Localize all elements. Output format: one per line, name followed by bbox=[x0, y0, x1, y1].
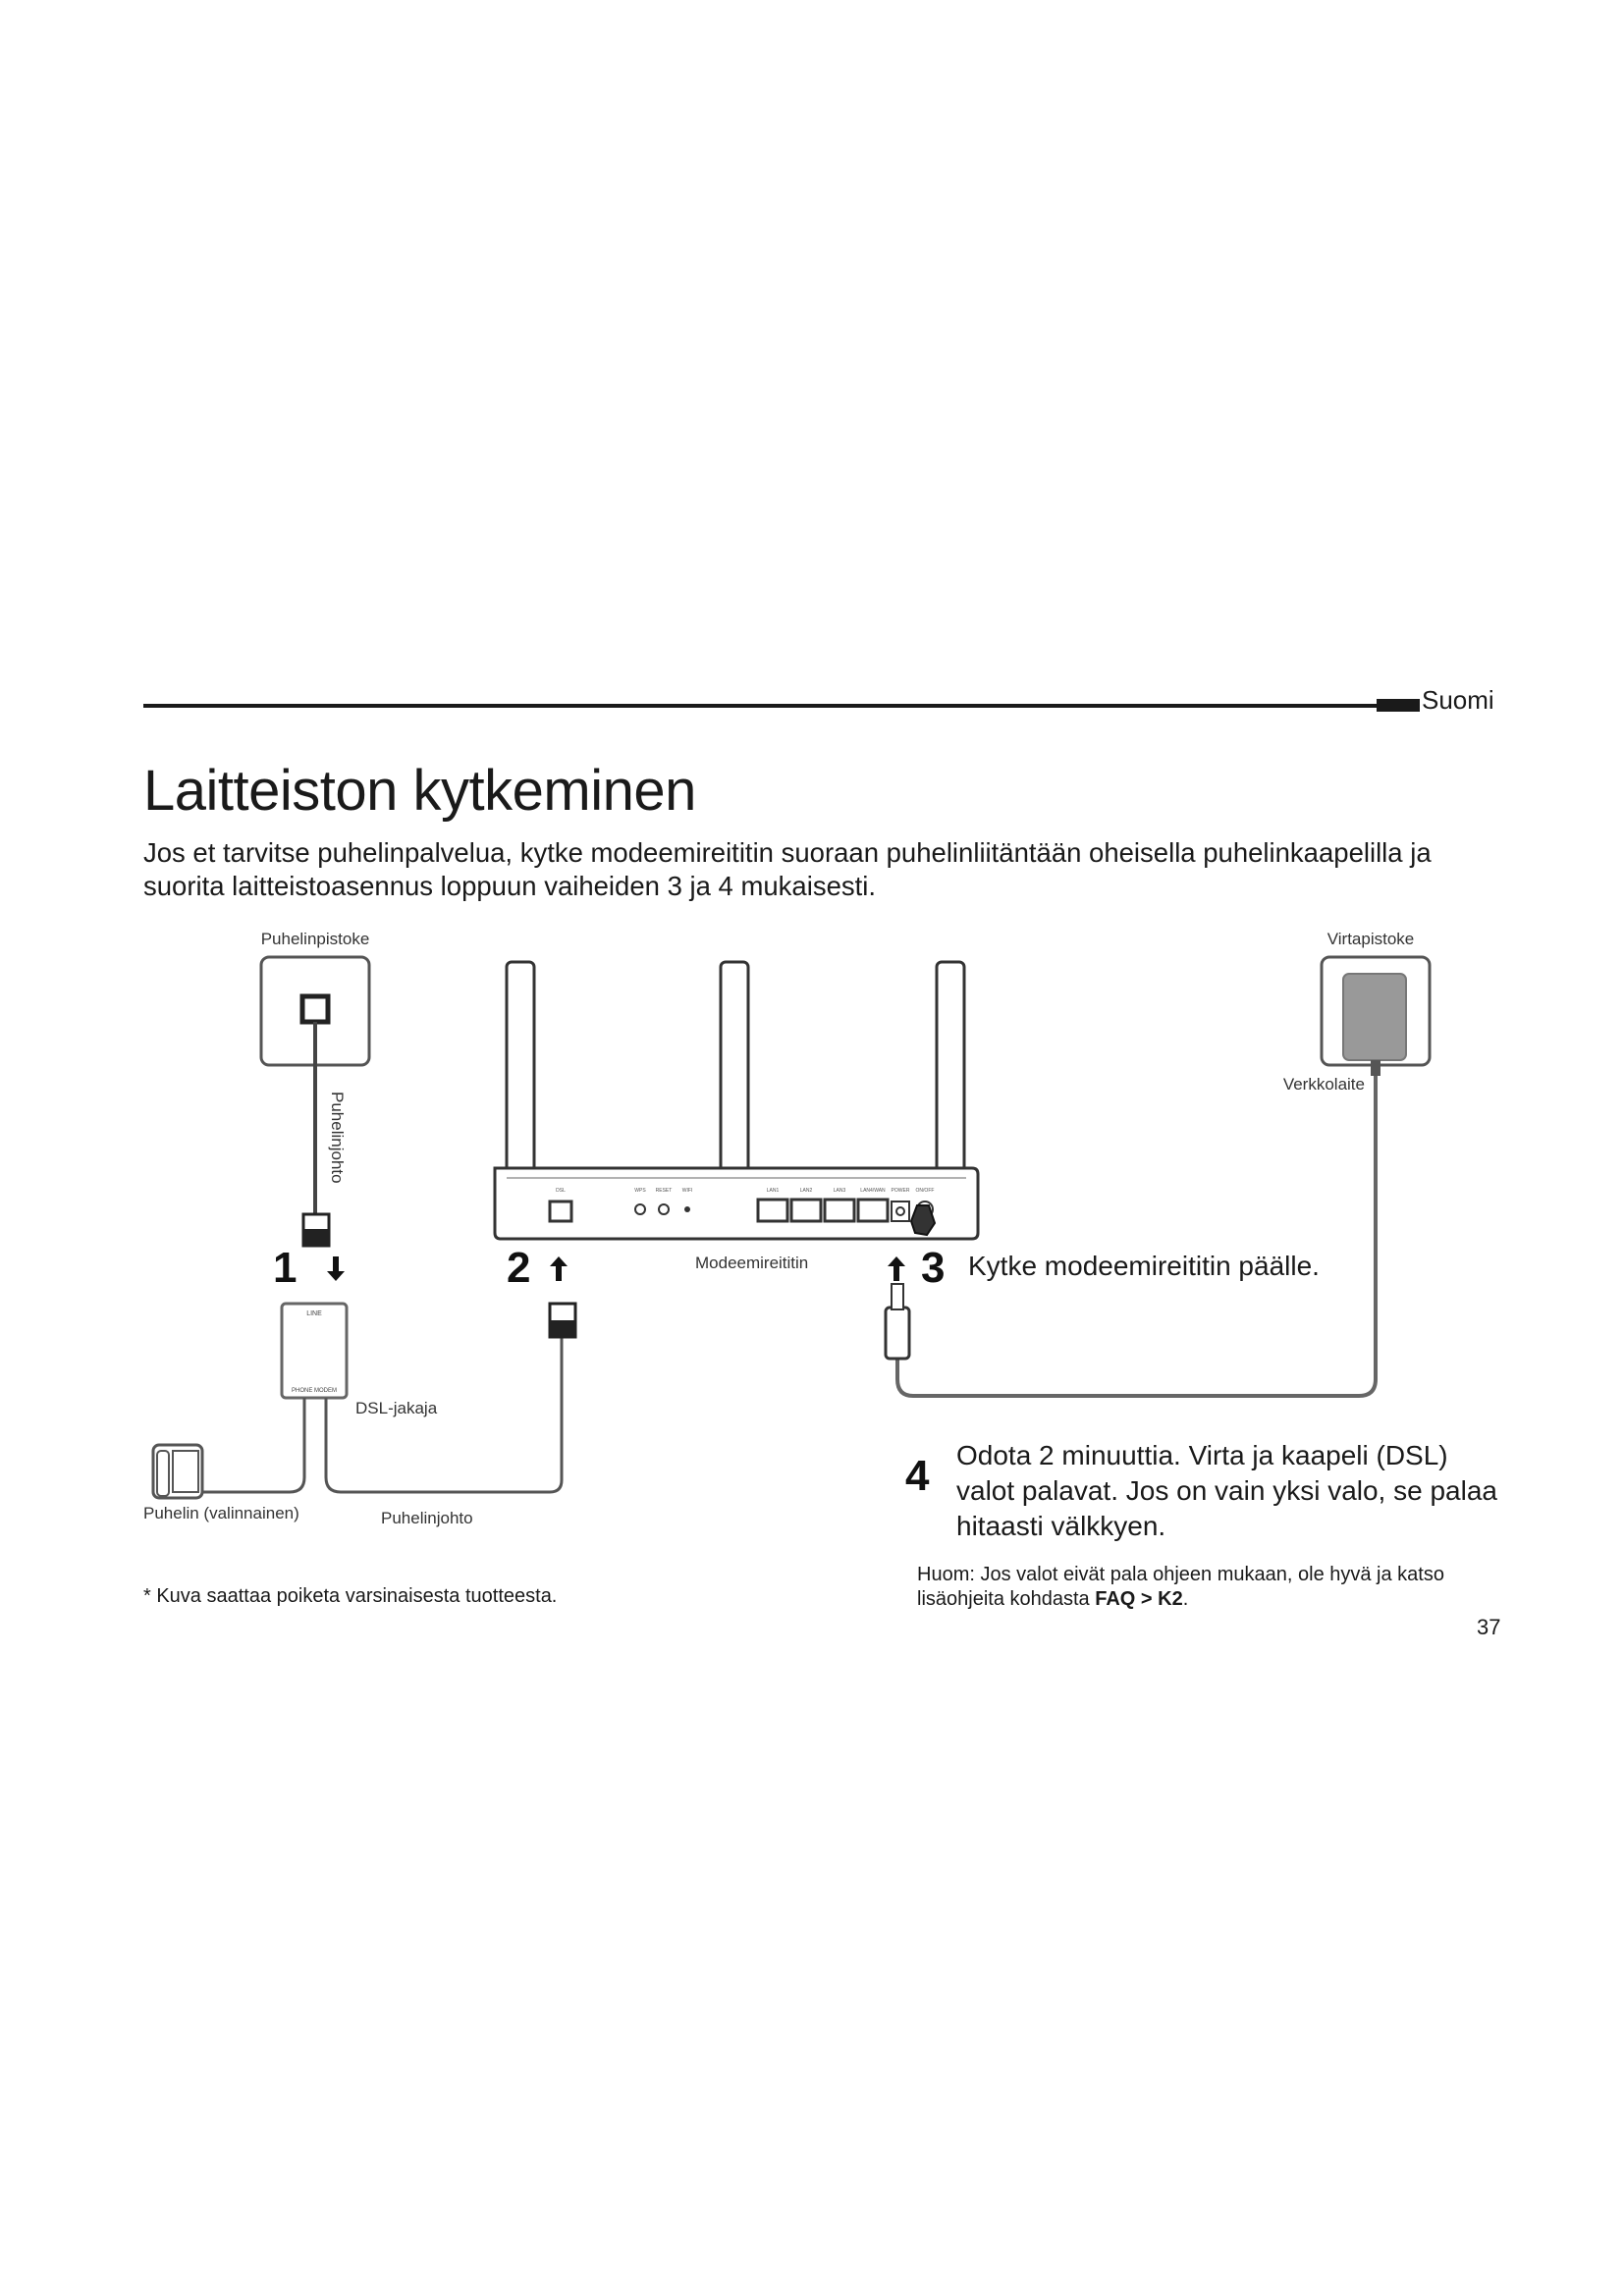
phone-cord-label: Puhelinjohto bbox=[381, 1509, 473, 1527]
port-label: RESET bbox=[655, 1188, 673, 1194]
step-4-number: 4 bbox=[905, 1452, 930, 1500]
port-label: LAN2 bbox=[799, 1188, 813, 1194]
port-label: LAN4/WAN bbox=[860, 1188, 886, 1194]
language-label: Suomi bbox=[1422, 685, 1494, 715]
splitter-label: DSL-jakaja bbox=[355, 1399, 438, 1417]
power-adapter-label: Verkkolaite bbox=[1282, 1075, 1365, 1094]
port-label: WPS bbox=[634, 1188, 646, 1194]
dsl-splitter bbox=[282, 1304, 347, 1398]
page-title: Laitteiston kytkeminen bbox=[143, 759, 696, 823]
dc-plug bbox=[886, 1308, 909, 1359]
arrow-up-3 bbox=[888, 1256, 905, 1281]
modem-router-label: Modeemireititin bbox=[695, 1254, 809, 1272]
port-label: LAN3 bbox=[833, 1188, 846, 1194]
port-label: WIFI bbox=[681, 1188, 693, 1194]
step-2-number: 2 bbox=[507, 1244, 531, 1292]
footnote: * Kuva saattaa poiketa varsinaisesta tuotteesta. bbox=[143, 1585, 558, 1607]
port-label: LAN1 bbox=[766, 1188, 780, 1194]
note-prefix: Huom: Jos valot eivät pala ohjeen mukaan, ole hyvä ja katso lisäohjeita kohdasta bbox=[917, 1564, 1444, 1610]
phone-cord-vertical-label: Puhelinjohto bbox=[328, 1092, 347, 1184]
step-1-number: 1 bbox=[273, 1244, 298, 1292]
arrow-down-1 bbox=[327, 1256, 345, 1281]
note-text bbox=[917, 1563, 1506, 1612]
intro-paragraph: Jos et tarvitse puhelinpalvelua, kytke modeemireititin suoraan puhelinliitäntään oheisella puhelinkaapelilla ja suorita laitteistoasennus loppuun vaiheiden 3 ja 4 mukaisesti. bbox=[143, 837, 1432, 901]
splitter-to-phone-cord bbox=[202, 1398, 304, 1492]
note-suffix: . bbox=[1182, 1588, 1189, 1610]
step-3-text: Kytke modeemireititin päälle. bbox=[968, 1251, 1320, 1281]
splitter-top-label: LINE bbox=[306, 1310, 322, 1317]
modem-router-body bbox=[495, 1168, 978, 1239]
port-label: ON/OFF bbox=[915, 1188, 935, 1194]
phone-jack-label: Puhelinpistoke bbox=[260, 930, 370, 948]
port-label: DSL bbox=[556, 1188, 566, 1194]
faq-reference: FAQ > K2 bbox=[1095, 1588, 1183, 1610]
port-label: POWER bbox=[891, 1188, 910, 1194]
arrow-up-2 bbox=[550, 1256, 568, 1281]
power-adapter bbox=[1343, 974, 1406, 1060]
step-3-number: 3 bbox=[921, 1244, 946, 1292]
step-4-text: Odota 2 minuuttia. Virta ja kaapeli (DSL) valot palavat. Jos on vain yksi valo, se palaa hitaasti välkkyen. bbox=[956, 1440, 1497, 1541]
wifi-button bbox=[684, 1206, 690, 1212]
page-number: 37 bbox=[1477, 1615, 1501, 1639]
splitter-bottom-label: PHONE MODEM bbox=[291, 1388, 338, 1394]
phone-label: Puhelin (valinnainen) bbox=[143, 1504, 299, 1522]
power-outlet-label: Virtapistoke bbox=[1326, 930, 1415, 948]
